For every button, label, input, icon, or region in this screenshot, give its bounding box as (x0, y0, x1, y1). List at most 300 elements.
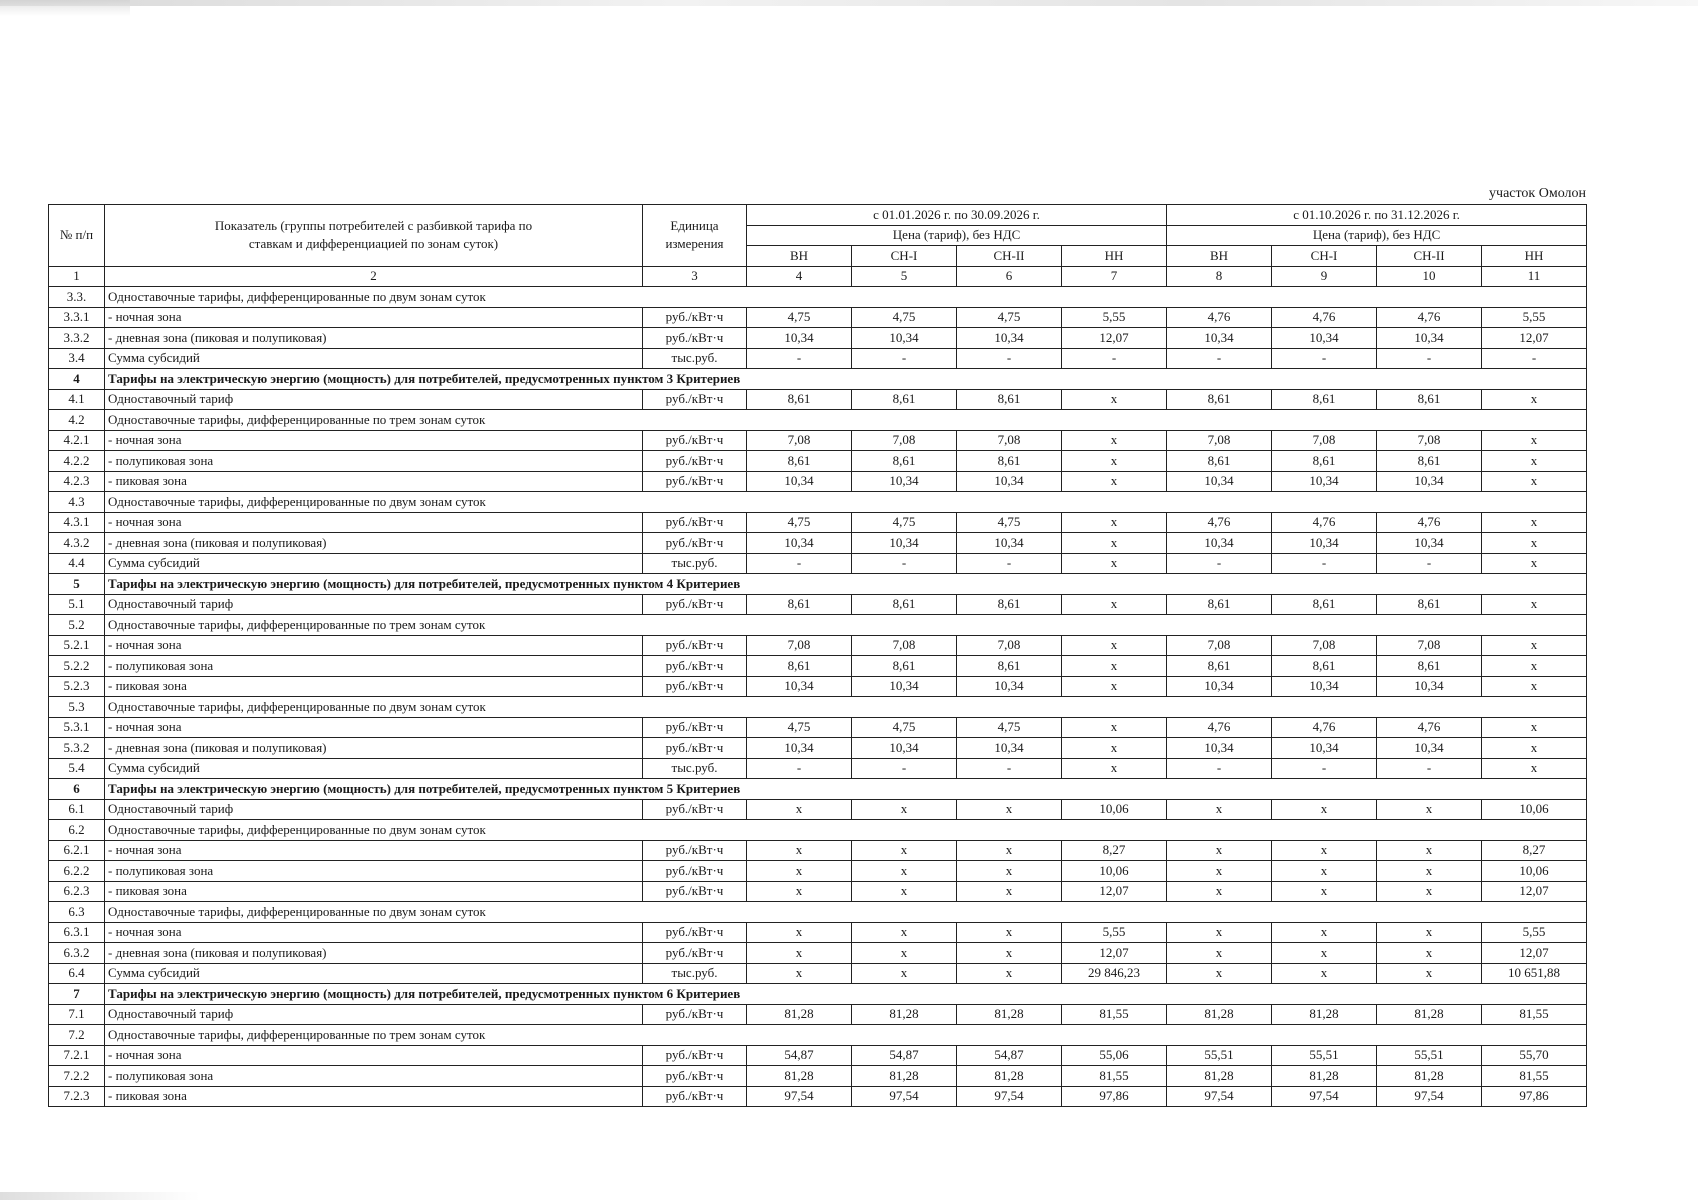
row-number: 6.1 (49, 799, 105, 820)
row-value: 55,70 (1482, 1045, 1587, 1066)
row-value: 4,76 (1377, 717, 1482, 738)
row-number: 6.2.2 (49, 861, 105, 882)
row-unit: руб./кВт·ч (643, 430, 747, 451)
row-value: - (1167, 553, 1272, 574)
row-value: x (1377, 943, 1482, 964)
group-number: 7.2 (49, 1025, 105, 1046)
row-value: - (1482, 348, 1587, 369)
row-value: x (1167, 943, 1272, 964)
table-row (49, 1086, 1587, 1107)
row-value: 7,08 (1167, 635, 1272, 656)
header-period-1: с 01.01.2026 г. по 30.09.2026 г. (747, 205, 1167, 226)
row-label: - полупиковая зона (105, 1066, 643, 1087)
row-value: 10,34 (1377, 471, 1482, 492)
row-label: - ночная зона (105, 1045, 643, 1066)
row-value: 10,06 (1482, 861, 1587, 882)
row-value: 97,54 (957, 1086, 1062, 1107)
row-number: 7.2.3 (49, 1086, 105, 1107)
table-row (49, 738, 1587, 759)
row-value: 4,76 (1167, 717, 1272, 738)
group-row (49, 1025, 1587, 1046)
row-value: 8,61 (1377, 451, 1482, 472)
group-row (49, 820, 1587, 841)
row-value: - (747, 553, 852, 574)
row-unit: руб./кВт·ч (643, 451, 747, 472)
row-value: 8,61 (957, 656, 1062, 677)
row-value: 10,34 (1377, 533, 1482, 554)
row-value: 12,07 (1062, 328, 1167, 349)
row-value: 12,07 (1482, 328, 1587, 349)
row-value: 10,34 (852, 533, 957, 554)
section-number: 5 (49, 574, 105, 595)
header-price-label-1: Цена (тариф), без НДС (747, 225, 1167, 246)
column-number: 3 (643, 266, 747, 287)
row-value: 8,61 (747, 594, 852, 615)
column-number: 7 (1062, 266, 1167, 287)
column-number: 11 (1482, 266, 1587, 287)
row-value: 8,61 (957, 389, 1062, 410)
row-label: - пиковая зона (105, 1086, 643, 1107)
row-value: 10,34 (747, 738, 852, 759)
row-value: 81,28 (852, 1066, 957, 1087)
row-value: 97,54 (747, 1086, 852, 1107)
row-value: 12,07 (1482, 943, 1587, 964)
row-value: 81,55 (1482, 1004, 1587, 1025)
row-value: 12,07 (1482, 881, 1587, 902)
row-value: - (852, 758, 957, 779)
row-value: 4,76 (1272, 717, 1377, 738)
row-label: - полупиковая зона (105, 861, 643, 882)
row-value: 81,28 (1377, 1004, 1482, 1025)
row-value: 10,34 (957, 328, 1062, 349)
row-value: x (1167, 963, 1272, 984)
table-row (49, 656, 1587, 677)
row-unit: руб./кВт·ч (643, 840, 747, 861)
table-row (49, 553, 1587, 574)
group-row (49, 902, 1587, 923)
row-value: 8,61 (1272, 451, 1377, 472)
row-value: 8,27 (1482, 840, 1587, 861)
row-value: x (957, 943, 1062, 964)
row-value: 55,51 (1167, 1045, 1272, 1066)
table-row (49, 1045, 1587, 1066)
row-unit: руб./кВт·ч (643, 389, 747, 410)
table-row (49, 1066, 1587, 1087)
row-value: 4,76 (1167, 307, 1272, 328)
group-title: Одноставочные тарифы, дифференцированные по двум зонам суток (105, 902, 1587, 923)
row-unit: руб./кВт·ч (643, 881, 747, 902)
row-value: 8,61 (1167, 594, 1272, 615)
row-value: - (957, 758, 1062, 779)
row-label: - ночная зона (105, 307, 643, 328)
row-unit: руб./кВт·ч (643, 1066, 747, 1087)
row-value: 97,54 (852, 1086, 957, 1107)
row-value: 10,34 (957, 533, 1062, 554)
row-value: 4,76 (1377, 307, 1482, 328)
row-value: 81,28 (1167, 1066, 1272, 1087)
row-label: - ночная зона (105, 922, 643, 943)
row-value: 10,34 (1167, 676, 1272, 697)
header-voltage: СН-II (957, 246, 1062, 267)
row-label: - дневная зона (пиковая и полупиковая) (105, 328, 643, 349)
row-value: x (1377, 861, 1482, 882)
row-value: 4,76 (1272, 307, 1377, 328)
row-value: x (1272, 922, 1377, 943)
row-value: x (957, 963, 1062, 984)
row-value: 10,34 (1377, 738, 1482, 759)
row-number: 4.3.1 (49, 512, 105, 533)
row-value: 10,34 (852, 738, 957, 759)
row-value: 10 651,88 (1482, 963, 1587, 984)
row-value: x (1272, 799, 1377, 820)
row-value: x (1482, 389, 1587, 410)
row-value: 5,55 (1482, 307, 1587, 328)
row-value: x (1272, 943, 1377, 964)
group-number: 3.3. (49, 287, 105, 308)
row-value: 81,28 (852, 1004, 957, 1025)
row-value: x (747, 799, 852, 820)
row-value: - (852, 553, 957, 574)
row-value: x (747, 881, 852, 902)
row-value: 10,34 (747, 533, 852, 554)
section-title: Тарифы на электрическую энергию (мощность) для потребителей, предусмотренных пунктом 4 Критериев (105, 574, 1587, 595)
section-title: Тарифы на электрическую энергию (мощность) для потребителей, предусмотренных пунктом 3 Критериев (105, 369, 1587, 390)
row-value: 8,61 (852, 594, 957, 615)
group-title: Одноставочные тарифы, дифференцированные по трем зонам суток (105, 1025, 1587, 1046)
row-value: 4,76 (1167, 512, 1272, 533)
column-number-row (49, 266, 1587, 287)
row-value: 97,54 (1167, 1086, 1272, 1107)
row-value: 8,61 (747, 656, 852, 677)
group-number: 4.3 (49, 492, 105, 513)
row-value: 55,51 (1377, 1045, 1482, 1066)
row-value: 7,08 (1377, 635, 1482, 656)
row-value: 10,34 (747, 328, 852, 349)
row-value: x (1167, 881, 1272, 902)
row-label: - ночная зона (105, 512, 643, 533)
row-value: 7,08 (852, 635, 957, 656)
row-value: 10,06 (1062, 799, 1167, 820)
row-label: Одноставочный тариф (105, 389, 643, 410)
row-unit: руб./кВт·ч (643, 533, 747, 554)
table-row (49, 717, 1587, 738)
row-value: 10,34 (957, 676, 1062, 697)
row-value: x (1482, 512, 1587, 533)
row-value: 81,28 (1167, 1004, 1272, 1025)
row-value: 5,55 (1062, 307, 1167, 328)
row-value: x (1482, 451, 1587, 472)
row-value: x (1062, 656, 1167, 677)
row-value: x (1062, 451, 1167, 472)
row-label: - ночная зона (105, 840, 643, 861)
row-label: - пиковая зона (105, 676, 643, 697)
row-value: - (957, 348, 1062, 369)
row-value: 7,08 (852, 430, 957, 451)
section-number: 7 (49, 984, 105, 1005)
row-unit: руб./кВт·ч (643, 656, 747, 677)
row-value: 8,61 (852, 389, 957, 410)
tariff-table (48, 204, 1587, 1107)
row-number: 5.2.1 (49, 635, 105, 656)
row-value: 81,28 (957, 1004, 1062, 1025)
row-value: - (747, 758, 852, 779)
row-value: - (1062, 348, 1167, 369)
row-value: 97,86 (1062, 1086, 1167, 1107)
group-title: Одноставочные тарифы, дифференцированные по двум зонам суток (105, 492, 1587, 513)
row-number: 5.3.1 (49, 717, 105, 738)
row-value: x (852, 799, 957, 820)
row-value: x (1062, 635, 1167, 656)
row-value: x (1167, 922, 1272, 943)
row-value: 8,61 (1272, 594, 1377, 615)
row-unit: руб./кВт·ч (643, 1045, 747, 1066)
row-value: 7,08 (1272, 635, 1377, 656)
row-number: 7.1 (49, 1004, 105, 1025)
header-voltage: ВН (1167, 246, 1272, 267)
row-value: 81,55 (1062, 1004, 1167, 1025)
row-value: 81,28 (1377, 1066, 1482, 1087)
row-value: x (1062, 389, 1167, 410)
group-number: 6.3 (49, 902, 105, 923)
row-value: 10,34 (852, 328, 957, 349)
section-row (49, 369, 1587, 390)
group-number: 5.2 (49, 615, 105, 636)
row-value: 12,07 (1062, 881, 1167, 902)
scan-edge-left (0, 0, 130, 16)
section-row (49, 984, 1587, 1005)
row-value: 81,28 (747, 1066, 852, 1087)
row-number: 6.2.1 (49, 840, 105, 861)
row-value: x (1482, 717, 1587, 738)
column-number: 10 (1377, 266, 1482, 287)
row-value: x (747, 963, 852, 984)
row-value: 4,75 (852, 307, 957, 328)
column-number: 6 (957, 266, 1062, 287)
header-voltage: НН (1482, 246, 1587, 267)
row-unit: руб./кВт·ч (643, 328, 747, 349)
row-value: 7,08 (957, 635, 1062, 656)
row-value: 7,08 (957, 430, 1062, 451)
header-unit: Единица измерения (643, 205, 747, 267)
row-value: x (1482, 758, 1587, 779)
row-value: x (1062, 717, 1167, 738)
row-value: 8,61 (1167, 656, 1272, 677)
table-row (49, 881, 1587, 902)
row-unit: руб./кВт·ч (643, 471, 747, 492)
row-unit: руб./кВт·ч (643, 799, 747, 820)
row-value: 10,34 (1167, 533, 1272, 554)
row-value: x (747, 943, 852, 964)
row-number: 7.2.1 (49, 1045, 105, 1066)
row-value: - (852, 348, 957, 369)
row-value: 8,61 (747, 389, 852, 410)
row-value: - (1272, 348, 1377, 369)
row-label: - ночная зона (105, 430, 643, 451)
row-value: 81,28 (957, 1066, 1062, 1087)
row-number: 5.3.2 (49, 738, 105, 759)
row-number: 4.3.2 (49, 533, 105, 554)
row-value: x (1377, 840, 1482, 861)
row-value: 81,55 (1482, 1066, 1587, 1087)
table-row (49, 328, 1587, 349)
row-value: 7,08 (1167, 430, 1272, 451)
row-value: 8,61 (747, 451, 852, 472)
row-value: x (1482, 471, 1587, 492)
row-label: - ночная зона (105, 635, 643, 656)
row-value: x (1062, 533, 1167, 554)
header-period-2: с 01.10.2026 г. по 31.12.2026 г. (1167, 205, 1587, 226)
row-value: x (1482, 676, 1587, 697)
table-row (49, 307, 1587, 328)
row-value: x (852, 943, 957, 964)
group-title: Одноставочные тарифы, дифференцированные по трем зонам суток (105, 410, 1587, 431)
row-value: 10,34 (1377, 328, 1482, 349)
row-unit: руб./кВт·ч (643, 676, 747, 697)
row-number: 3.3.1 (49, 307, 105, 328)
row-value: x (1482, 594, 1587, 615)
row-number: 5.4 (49, 758, 105, 779)
row-label: - полупиковая зона (105, 451, 643, 472)
table-row (49, 594, 1587, 615)
row-value: x (747, 840, 852, 861)
row-value: x (1482, 430, 1587, 451)
row-unit: тыс.руб. (643, 348, 747, 369)
row-value: 10,34 (1272, 471, 1377, 492)
row-value: 10,34 (1167, 738, 1272, 759)
row-value: x (1482, 635, 1587, 656)
row-value: 5,55 (1062, 922, 1167, 943)
row-value: - (1167, 758, 1272, 779)
row-value: 10,06 (1062, 861, 1167, 882)
row-value: x (1062, 512, 1167, 533)
group-row (49, 492, 1587, 513)
row-label: - пиковая зона (105, 471, 643, 492)
row-number: 6.2.3 (49, 881, 105, 902)
row-unit: руб./кВт·ч (643, 943, 747, 964)
row-unit: руб./кВт·ч (643, 512, 747, 533)
column-number: 2 (105, 266, 643, 287)
row-value: - (1167, 348, 1272, 369)
group-row (49, 697, 1587, 718)
row-value: - (1272, 553, 1377, 574)
row-label: Одноставочный тариф (105, 1004, 643, 1025)
row-number: 4.2.2 (49, 451, 105, 472)
row-value: - (1377, 348, 1482, 369)
row-unit: руб./кВт·ч (643, 594, 747, 615)
group-title: Одноставочные тарифы, дифференцированные по двум зонам суток (105, 697, 1587, 718)
row-value: 10,34 (747, 471, 852, 492)
row-value: 10,34 (957, 471, 1062, 492)
column-number: 1 (49, 266, 105, 287)
row-value: 81,28 (747, 1004, 852, 1025)
row-value: 8,61 (1167, 389, 1272, 410)
row-value: x (1272, 840, 1377, 861)
table-row (49, 922, 1587, 943)
table-row (49, 1004, 1587, 1025)
row-unit: руб./кВт·ч (643, 738, 747, 759)
row-value: 4,75 (747, 512, 852, 533)
row-value: x (957, 799, 1062, 820)
row-label: Одноставочный тариф (105, 799, 643, 820)
row-value: 4,75 (852, 717, 957, 738)
row-value: 8,61 (852, 451, 957, 472)
table-row (49, 799, 1587, 820)
row-unit: тыс.руб. (643, 963, 747, 984)
row-value: x (1272, 861, 1377, 882)
row-value: 54,87 (957, 1045, 1062, 1066)
table-row (49, 471, 1587, 492)
section-title: Тарифы на электрическую энергию (мощность) для потребителей, предусмотренных пунктом 5 Критериев (105, 779, 1587, 800)
row-value: 97,54 (1377, 1086, 1482, 1107)
row-value: x (1482, 656, 1587, 677)
section-row (49, 574, 1587, 595)
row-value: 54,87 (747, 1045, 852, 1066)
row-label: - дневная зона (пиковая и полупиковая) (105, 943, 643, 964)
group-title: Одноставочные тарифы, дифференцированные по трем зонам суток (105, 615, 1587, 636)
row-value: x (1482, 533, 1587, 554)
row-value: x (747, 922, 852, 943)
section-number: 4 (49, 369, 105, 390)
group-number: 4.2 (49, 410, 105, 431)
row-value: 54,87 (852, 1045, 957, 1066)
row-number: 3.3.2 (49, 328, 105, 349)
row-value: 10,34 (1272, 328, 1377, 349)
row-number: 5.2.2 (49, 656, 105, 677)
row-number: 6.4 (49, 963, 105, 984)
column-number: 4 (747, 266, 852, 287)
row-value: 4,75 (747, 307, 852, 328)
row-unit: руб./кВт·ч (643, 717, 747, 738)
row-value: 12,07 (1062, 943, 1167, 964)
row-label: - полупиковая зона (105, 656, 643, 677)
row-label: Сумма субсидий (105, 758, 643, 779)
group-title: Одноставочные тарифы, дифференцированные по двум зонам суток (105, 820, 1587, 841)
row-value: x (1062, 471, 1167, 492)
row-value: 7,08 (747, 430, 852, 451)
row-value: 81,28 (1272, 1004, 1377, 1025)
row-number: 5.1 (49, 594, 105, 615)
row-value: 4,76 (1377, 512, 1482, 533)
header-indicator: Показатель (группы потребителей с разбивкой тарифа по ставкам и дифференциацией по зонам суток) (105, 205, 643, 267)
row-value: x (1482, 738, 1587, 759)
row-value: 10,34 (1272, 676, 1377, 697)
row-value: x (1167, 861, 1272, 882)
row-value: 7,08 (1272, 430, 1377, 451)
row-value: 8,61 (957, 451, 1062, 472)
header-voltage: ВН (747, 246, 852, 267)
row-unit: тыс.руб. (643, 553, 747, 574)
table-row (49, 348, 1587, 369)
row-label: Одноставочный тариф (105, 594, 643, 615)
row-value: x (852, 881, 957, 902)
header-voltage: СН-II (1377, 246, 1482, 267)
table-row (49, 840, 1587, 861)
row-value: 55,51 (1272, 1045, 1377, 1066)
column-number: 9 (1272, 266, 1377, 287)
row-value: 8,61 (852, 656, 957, 677)
row-value: 97,54 (1272, 1086, 1377, 1107)
row-unit: руб./кВт·ч (643, 861, 747, 882)
row-value: 4,75 (957, 512, 1062, 533)
table-row (49, 635, 1587, 656)
row-number: 6.3.2 (49, 943, 105, 964)
section-caption: участок Омолон (1489, 186, 1586, 201)
row-value: 81,55 (1062, 1066, 1167, 1087)
row-value: - (747, 348, 852, 369)
row-unit: руб./кВт·ч (643, 1086, 747, 1107)
row-value: - (1377, 758, 1482, 779)
row-value: 4,76 (1272, 512, 1377, 533)
